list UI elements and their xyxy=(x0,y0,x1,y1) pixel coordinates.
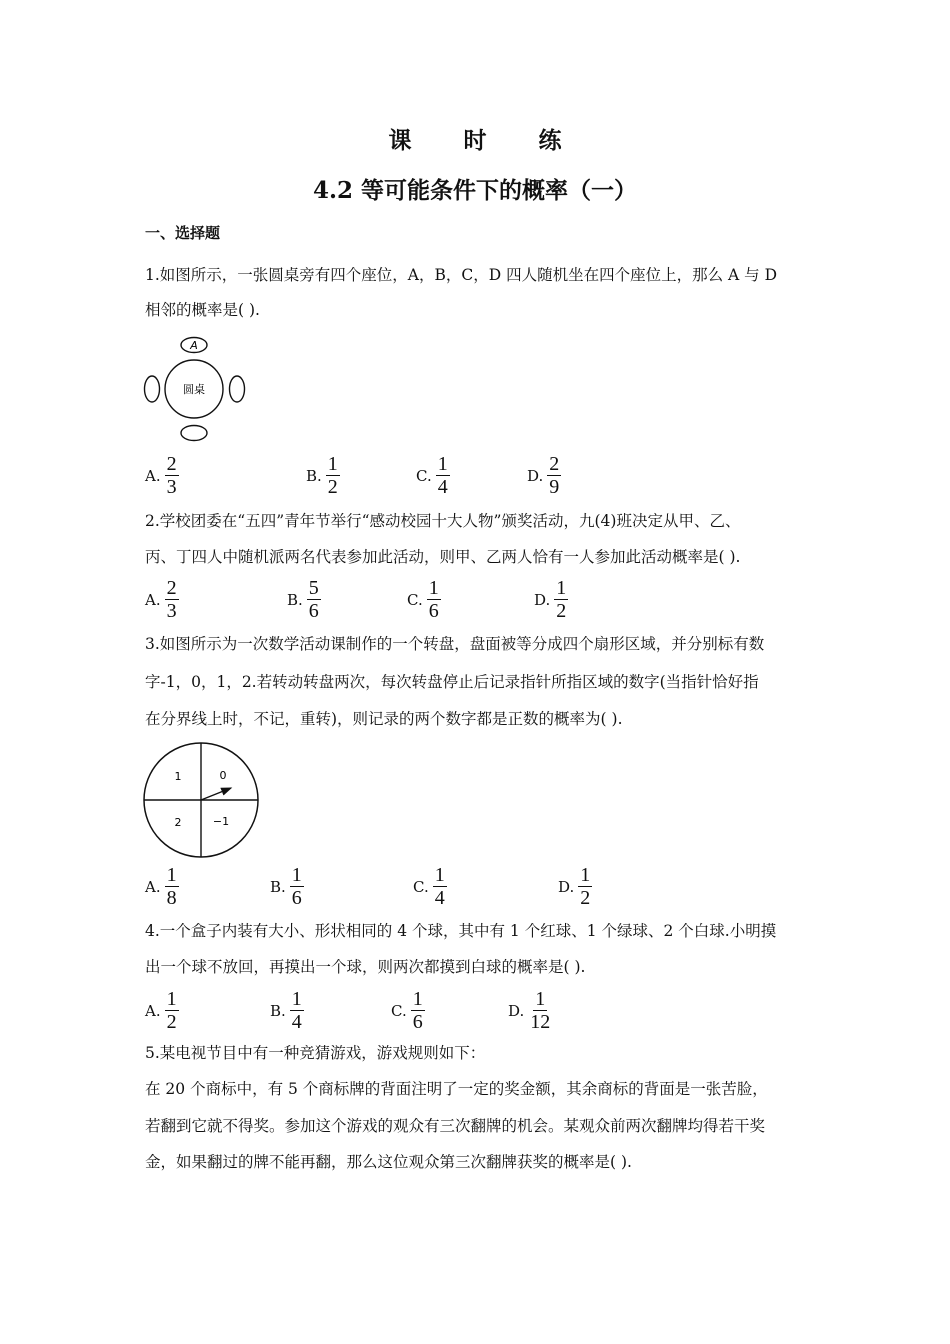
option-label: D. xyxy=(534,590,551,609)
q4-line-1: 4.一个盒子内装有大小、形状相同的 4 个球，其中有 1 个红球、1 个绿球、2 个白球.小明摸 xyxy=(145,922,777,940)
option-label: B. xyxy=(270,1001,286,1020)
fraction xyxy=(165,577,179,622)
fraction xyxy=(554,577,568,622)
sector-label-0: 0 xyxy=(219,769,227,782)
page-title: 课 时 练 xyxy=(388,127,584,154)
q1-line-2: 相邻的概率是( ). xyxy=(145,301,260,319)
q3-option-c[interactable] xyxy=(413,864,447,909)
option-label: C. xyxy=(407,590,423,609)
q2-option-c[interactable] xyxy=(407,577,441,622)
option-label: A. xyxy=(145,877,161,896)
fraction xyxy=(326,453,340,498)
denominator: 12 xyxy=(530,1011,551,1033)
fraction xyxy=(290,864,304,909)
numerator: 1 xyxy=(166,864,177,886)
denominator: 4 xyxy=(434,887,445,909)
option-label: C. xyxy=(413,877,429,896)
numerator: 1 xyxy=(166,988,177,1010)
denominator: 2 xyxy=(327,476,338,498)
numerator: 2 xyxy=(549,453,560,475)
q2-option-a[interactable] xyxy=(145,577,179,622)
option-label: A. xyxy=(145,1001,161,1020)
section-heading: 一、选择题 xyxy=(145,224,221,242)
spinner-figure xyxy=(143,740,263,860)
denominator: 4 xyxy=(291,1011,302,1033)
q3-line-3: 在分界线上时，不记，重转)，则记录的两个数字都是正数的概率为( ). xyxy=(145,710,623,728)
q4-option-c[interactable] xyxy=(391,988,425,1033)
denominator: 6 xyxy=(428,600,439,622)
numerator: 1 xyxy=(412,988,423,1010)
option-label: C. xyxy=(391,1001,407,1020)
seat-label-a: A xyxy=(190,339,198,352)
q5-line-1: 5.某电视节目中有一种竞猜游戏，游戏规则如下： xyxy=(145,1044,486,1062)
q4-option-b[interactable] xyxy=(270,988,304,1033)
option-label: D. xyxy=(558,877,575,896)
denominator: 6 xyxy=(291,887,302,909)
numerator: 2 xyxy=(166,577,177,599)
q3-line-2: 字-1，0，1，2.若转动转盘两次，每次转盘停止后记录指针所指区域的数字(当指针恰好指 xyxy=(145,673,759,691)
q2-line-1: 2.学校团委在“五四”青年节举行“感动校园十大人物”颁奖活动，九(4)班决定从甲、乙、 xyxy=(145,512,741,530)
q1-option-d[interactable] xyxy=(527,453,561,498)
q5-line-3: 若翻到它就不得奖。参加这个游戏的观众有三次翻牌的机会。某观众前两次翻牌均得若干奖 xyxy=(145,1117,766,1135)
q3-option-b[interactable] xyxy=(270,864,304,909)
numerator: 1 xyxy=(437,453,448,475)
q3-line-1: 3.如图所示为一次数学活动课制作的一个转盘，盘面被等分成四个扇形区域，并分别标有数 xyxy=(145,635,765,653)
seat-left xyxy=(145,376,160,402)
option-label: D. xyxy=(508,1001,525,1020)
sector-label-2: 2 xyxy=(174,816,182,829)
numerator: 1 xyxy=(580,864,591,886)
sector-label-1: 1 xyxy=(174,770,182,783)
q5-line-4: 金，如果翻过的牌不能再翻，那么这位观众第三次翻牌获奖的概率是( ). xyxy=(145,1153,632,1171)
fraction xyxy=(411,988,425,1033)
numerator: 1 xyxy=(327,453,338,475)
sector-label-neg1: −1 xyxy=(212,815,230,828)
numerator: 2 xyxy=(166,453,177,475)
numerator: 1 xyxy=(428,577,439,599)
fraction xyxy=(436,453,450,498)
fraction xyxy=(165,453,179,498)
option-label: B. xyxy=(287,590,303,609)
option-label: A. xyxy=(145,590,161,609)
q4-option-a[interactable] xyxy=(145,988,179,1033)
fraction xyxy=(290,988,304,1033)
q3-option-a[interactable] xyxy=(145,864,179,909)
q1-option-b[interactable] xyxy=(306,453,340,498)
fraction xyxy=(307,577,321,622)
numerator: 1 xyxy=(556,577,567,599)
option-label: B. xyxy=(306,466,322,485)
numerator: 1 xyxy=(291,988,302,1010)
denominator: 2 xyxy=(580,887,591,909)
q2-line-2: 丙、丁四人中随机派两名代表参加此活动，则甲、乙两人恰有一人参加此活动概率是( ). xyxy=(145,548,741,566)
q2-option-b[interactable] xyxy=(287,577,321,622)
q5-line-2: 在 20 个商标中，有 5 个商标牌的背面注明了一定的奖金额，其余商标的背面是一张苦脸， xyxy=(145,1080,768,1098)
q4-option-d[interactable] xyxy=(508,988,552,1033)
fraction xyxy=(547,453,561,498)
fraction xyxy=(165,864,179,909)
spinner-pointer xyxy=(201,788,231,800)
fraction xyxy=(433,864,447,909)
numerator: 1 xyxy=(291,864,302,886)
option-label: A. xyxy=(145,466,161,485)
numerator: 1 xyxy=(535,988,546,1010)
denominator: 2 xyxy=(556,600,567,622)
denominator: 2 xyxy=(166,1011,177,1033)
q4-line-2: 出一个球不放回，再摸出一个球，则两次都摸到白球的概率是( ). xyxy=(145,958,586,976)
seat-right xyxy=(230,376,245,402)
denominator: 6 xyxy=(308,600,319,622)
denominator: 3 xyxy=(166,476,177,498)
fraction xyxy=(578,864,592,909)
q2-option-d[interactable] xyxy=(534,577,568,622)
option-label: C. xyxy=(416,466,432,485)
seat-bottom xyxy=(181,426,207,441)
option-label: B. xyxy=(270,877,286,896)
table-label: 圆桌 xyxy=(183,383,205,396)
numerator: 1 xyxy=(434,864,445,886)
denominator: 4 xyxy=(437,476,448,498)
q1-option-c[interactable] xyxy=(416,453,450,498)
denominator: 6 xyxy=(412,1011,423,1033)
denominator: 8 xyxy=(166,887,177,909)
numerator: 5 xyxy=(308,577,319,599)
q1-option-a[interactable] xyxy=(145,453,179,498)
fraction xyxy=(427,577,441,622)
fraction xyxy=(528,988,552,1033)
fraction xyxy=(165,988,179,1033)
option-label: D. xyxy=(527,466,544,485)
lesson-title: 4.2 等可能条件下的概率（一） xyxy=(312,177,638,204)
q3-option-d[interactable] xyxy=(558,864,592,909)
q1-line-1: 1.如图所示，一张圆桌旁有四个座位，A，B，C，D 四人随机坐在四个座位上，那么 A 与 D xyxy=(145,266,777,284)
round-table-figure xyxy=(140,335,250,445)
denominator: 9 xyxy=(549,476,560,498)
denominator: 3 xyxy=(166,600,177,622)
